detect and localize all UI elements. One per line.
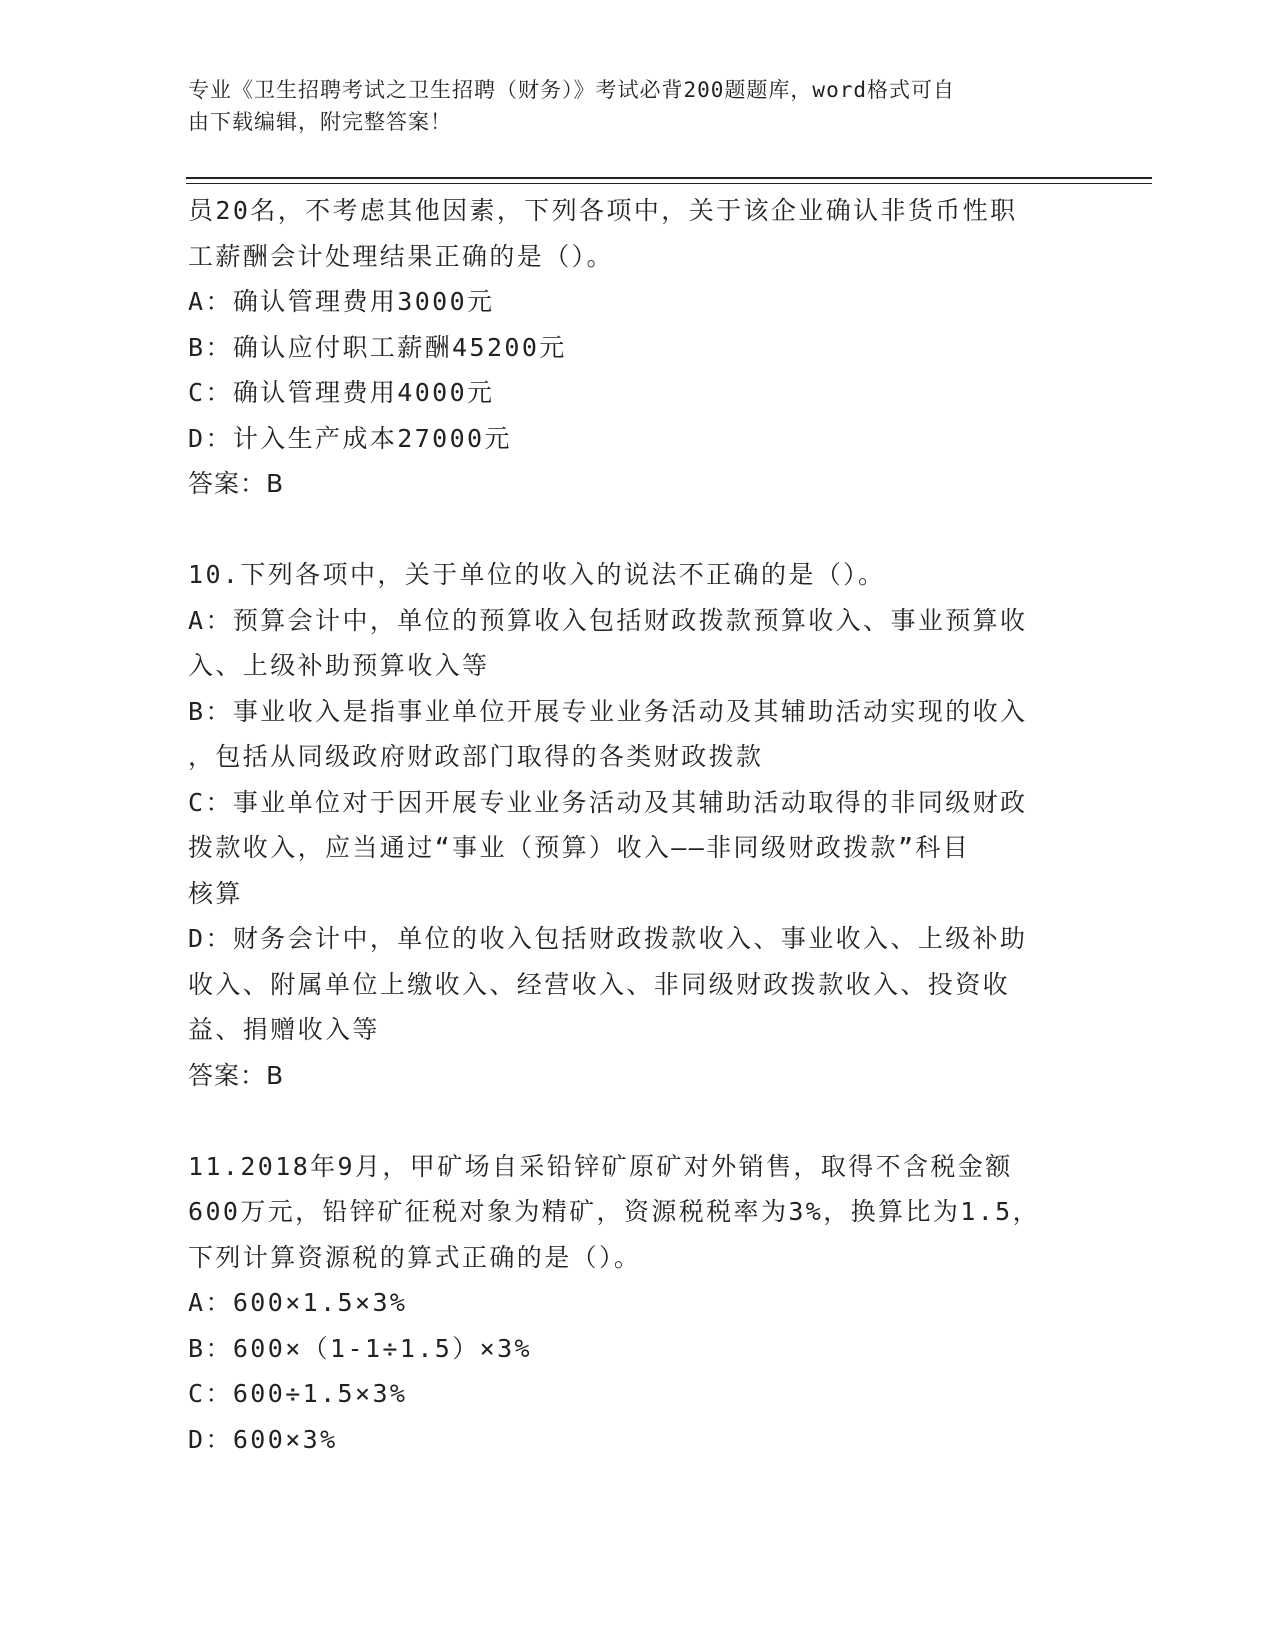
question-10-answer: 答案：B: [188, 1060, 285, 1090]
question-11-stem-line-2: 600万元，铅锌矿征税对象为精矿，资源税税率为3%，换算比为1.5，: [188, 1197, 1041, 1226]
question-9-option-a: A：确认管理费用3000元: [188, 287, 495, 316]
question-10: [188, 552, 1088, 1098]
question-10-option-b-line-1: B：事业收入是指事业单位开展专业业务活动及其辅助活动实现的收入: [188, 696, 1028, 726]
question-10-option-c-line-3: 核算: [188, 878, 243, 908]
question-10-option-a-line-2: 入、上级补助预算收入等: [188, 651, 490, 680]
question-9-stem-line-1: 员20名，不考虑其他因素，下列各项中，关于该企业确认非货币性职: [188, 196, 1018, 225]
question-10-option-c-line-2: 拨款收入，应当通过“事业（预算）收入——非同级财政拨款”科目: [188, 833, 971, 862]
question-11-option-d: D：600×3%: [188, 1424, 338, 1454]
question-11-option-a: A：600×1.5×3%: [188, 1288, 408, 1317]
question-10-option-b-line-2: ，包括从同级政府财政部门取得的各类财政拨款: [188, 742, 764, 771]
document-header: [188, 74, 1068, 138]
question-10-option-a-line-1: A：预算会计中，单位的预算收入包括财政拨款预算收入、事业预算收: [188, 605, 1028, 635]
header-title-line-1: 专业《卫生招聘考试之卫生招聘（财务）》考试必背200题题库，word格式可自: [188, 78, 955, 102]
question-9-answer: 答案：B: [188, 469, 285, 498]
question-10-option-c-line-1: C：事业单位对于因开展专业业务活动及其辅助活动取得的非同级财政: [188, 787, 1028, 817]
question-10-stem: 10.下列各项中，关于单位的收入的说法不正确的是（）。: [188, 560, 886, 589]
question-11-stem-line-1: 11.2018年9月，甲矿场自采铅锌矿原矿对外销售，取得不含税金额: [188, 1151, 1013, 1181]
question-11-stem-line-3: 下列计算资源税的算式正确的是（）。: [188, 1242, 642, 1272]
spacer: [188, 507, 1088, 553]
spacer: [188, 1098, 1088, 1144]
question-9-option-b: B：确认应付职工薪酬45200元: [188, 332, 567, 362]
question-10-option-d-line-2: 收入、附属单位上缴收入、经营收入、非同级财政拨款收入、投资收: [188, 969, 1011, 999]
question-11-option-c: C：600÷1.5×3%: [188, 1379, 408, 1408]
question-11-option-b: B：600×（1-1÷1.5）×3%: [188, 1333, 532, 1363]
question-10-option-d-line-3: 益、捐赠收入等: [188, 1015, 380, 1044]
header-divider-thin: [186, 183, 1152, 184]
question-9-option-c: C：确认管理费用4000元: [188, 378, 495, 407]
question-9: [188, 188, 1088, 507]
question-9-option-d: D：计入生产成本27000元: [188, 423, 512, 453]
header-title-line-2: 由下载编辑，附完整答案！: [188, 110, 452, 134]
question-content: [188, 188, 1088, 1462]
question-10-option-d-line-1: D：财务会计中，单位的收入包括财政拨款收入、事业收入、上级补助: [188, 924, 1028, 953]
question-11: [188, 1144, 1088, 1463]
header-divider-thick: [186, 177, 1152, 179]
question-9-stem-line-2: 工薪酬会计处理结果正确的是（）。: [188, 241, 614, 271]
